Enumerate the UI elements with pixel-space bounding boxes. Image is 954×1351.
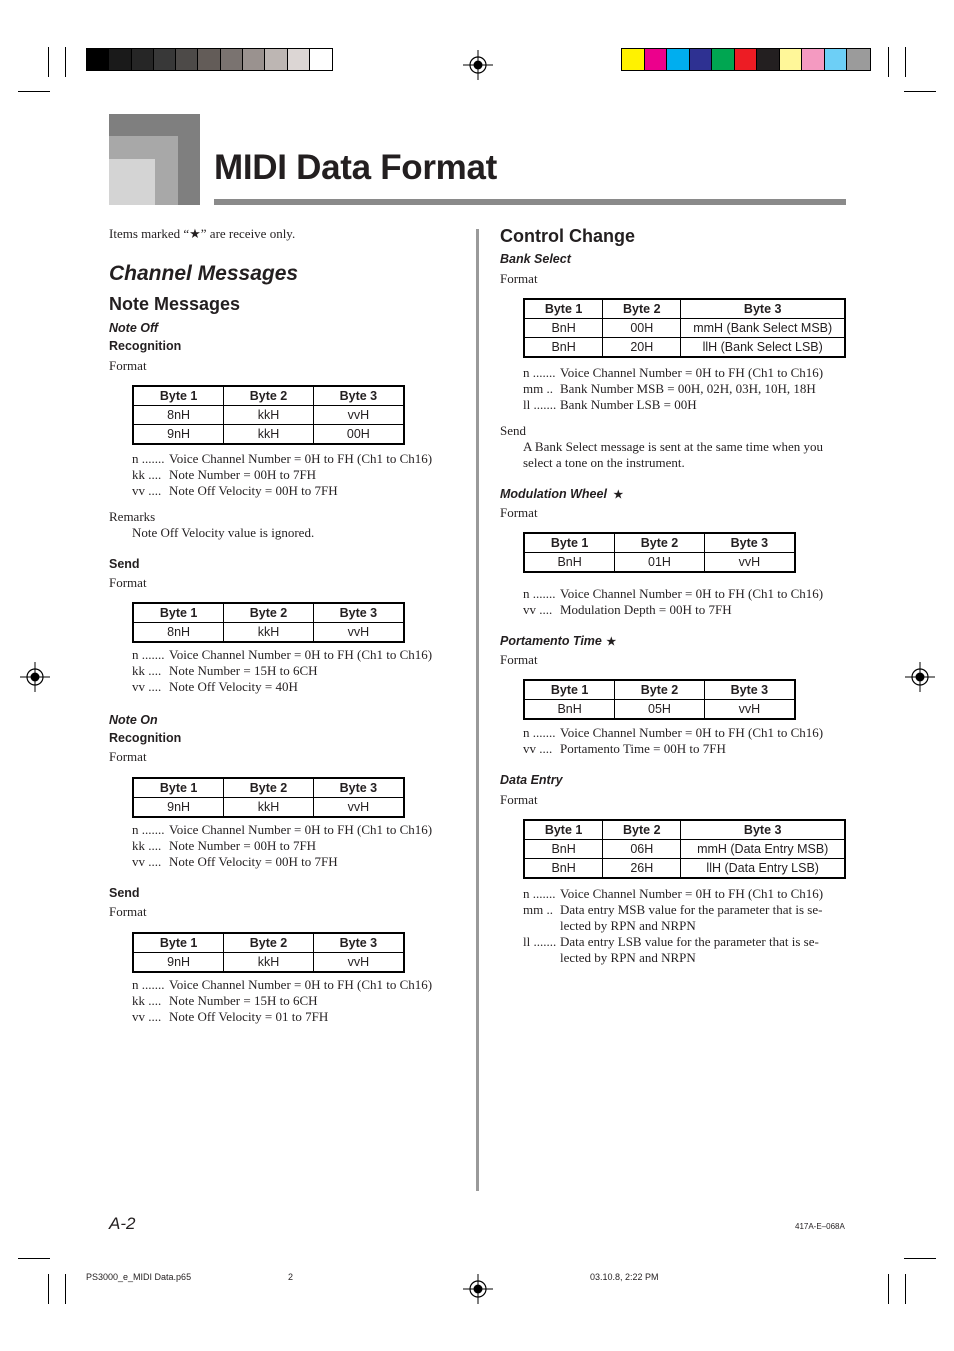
column-header: Byte 3 [313, 778, 404, 798]
color-swatch [221, 49, 243, 70]
recognition-label: Recognition [109, 731, 182, 745]
definition-key: kk .... [132, 838, 162, 853]
definition-value: Note Off Velocity = 40H [169, 679, 298, 694]
column-header: Byte 2 [615, 533, 705, 553]
format-label: Format [109, 575, 147, 590]
table-cell: mmH (Bank Select MSB) [681, 319, 845, 338]
portamento-time-title [500, 634, 616, 648]
table-cell: 06H [603, 840, 681, 859]
definition-row [523, 741, 823, 757]
definition-row [523, 950, 823, 966]
table-cell: vvH [313, 953, 404, 973]
crop-mark [48, 47, 49, 77]
definition-value: Voice Channel Number = 0H to FH (Ch1 to Ch16) [560, 725, 824, 740]
crop-mark [904, 1258, 936, 1259]
color-swatch [132, 49, 154, 70]
definition-key: vv .... [523, 741, 553, 756]
definition-value: Note Off Velocity = 01 to 7FH [169, 1009, 329, 1024]
definition-key: kk .... [132, 993, 162, 1008]
color-swatch [690, 49, 713, 70]
format-label: Format [500, 271, 538, 286]
definition-key: vv .... [132, 854, 162, 869]
bank-select-definitions [523, 365, 823, 413]
column-header: Byte 1 [524, 299, 603, 319]
color-swatch [87, 49, 109, 70]
table-cell: BnH [524, 840, 603, 859]
document-code: 417A-E–068A [795, 1222, 845, 1231]
definition-row [132, 679, 432, 695]
definition-row [132, 467, 432, 483]
definition-row [132, 647, 432, 663]
definition-value: Voice Channel Number = 0H to FH (Ch1 to Ch16) [169, 977, 433, 992]
column-header: Byte 2 [603, 299, 681, 319]
table-row [524, 700, 795, 720]
table-cell: kkH [224, 623, 314, 643]
table-cell: BnH [524, 319, 603, 338]
definition-key: ll ....... [523, 397, 557, 412]
table-header-row [133, 386, 404, 406]
definition-value: Note Off Velocity = 00H to 7FH [169, 483, 338, 498]
column-header: Byte 1 [133, 603, 224, 623]
table-header-row [133, 603, 404, 623]
definition-key: n ....... [132, 451, 165, 466]
definition-row [523, 886, 823, 902]
crop-mark [905, 47, 906, 77]
note-on-send-table [132, 932, 405, 973]
crop-mark [65, 47, 66, 77]
definition-row [132, 1009, 432, 1025]
remarks-text: Note Off Velocity value is ignored. [132, 525, 315, 540]
color-swatch [645, 49, 668, 70]
column-header: Byte 3 [313, 603, 404, 623]
crop-mark [888, 47, 889, 77]
definition-row [523, 934, 823, 950]
definition-value: Voice Channel Number = 0H to FH (Ch1 to Ch16) [169, 647, 433, 662]
portamento-time-definitions [523, 725, 823, 757]
send-label: Send [109, 557, 140, 571]
table-cell: llH (Bank Select LSB) [681, 338, 845, 358]
definition-key: ll ....... [523, 934, 557, 949]
table-cell: vvH [313, 798, 404, 818]
definition-value: lected by RPN and NRPN [560, 918, 696, 933]
table-cell: llH (Data Entry LSB) [681, 859, 845, 879]
definition-row [523, 725, 823, 741]
table-header-row [133, 778, 404, 798]
data-entry-title: Data Entry [500, 773, 563, 787]
color-swatch [154, 49, 176, 70]
color-swatch [757, 49, 780, 70]
column-header: Byte 3 [681, 299, 845, 319]
definition-row [132, 483, 432, 499]
note-off-recognition-definitions [132, 451, 432, 499]
control-change-title: Control Change [500, 226, 635, 246]
table-header-row [524, 533, 795, 553]
color-swatch [735, 49, 758, 70]
table-cell: 00H [313, 425, 404, 445]
page-title: MIDI Data Format [214, 148, 498, 187]
table-cell: 26H [603, 859, 681, 879]
definition-row [523, 902, 823, 918]
note-off-send-table [132, 602, 405, 643]
column-header: Byte 2 [224, 603, 314, 623]
crop-mark [18, 91, 50, 92]
definition-key: kk .... [132, 663, 162, 678]
note-off-recognition-table [132, 385, 405, 445]
table-cell: 9nH [133, 425, 224, 445]
modulation-wheel-table [523, 532, 796, 573]
color-swatch [243, 49, 265, 70]
table-header-row [133, 933, 404, 953]
table-cell: 20H [603, 338, 681, 358]
definition-key: kk .... [132, 467, 162, 482]
color-swatch [288, 49, 310, 70]
definition-value: Note Number = 00H to 7FH [169, 838, 317, 853]
column-header: Byte 1 [524, 533, 615, 553]
definition-row [132, 822, 432, 838]
column-header: Byte 3 [704, 680, 795, 700]
column-header: Byte 2 [224, 778, 314, 798]
color-swatch [825, 49, 848, 70]
definition-value: Note Number = 15H to 6CH [169, 993, 318, 1008]
table-row [133, 406, 404, 425]
definition-value: Note Off Velocity = 00H to 7FH [169, 854, 338, 869]
section-title: Channel Messages [109, 262, 299, 285]
note-off-send-definitions [132, 647, 432, 695]
color-swatch [109, 49, 131, 70]
table-row [133, 425, 404, 445]
note-on-recognition-table [132, 777, 405, 818]
table-row [133, 623, 404, 643]
table-row [524, 840, 845, 859]
column-header: Byte 3 [704, 533, 795, 553]
table-cell: BnH [524, 338, 603, 358]
color-swatch [198, 49, 220, 70]
crop-mark [905, 1274, 906, 1304]
portamento-time-label: Portamento Time [500, 634, 602, 648]
subsection-title: Note Messages [109, 294, 241, 314]
format-label: Format [109, 358, 147, 373]
modulation-wheel-definitions [523, 586, 823, 618]
definition-row [523, 365, 823, 381]
timestamp: 03.10.8, 2:22 PM [590, 1272, 659, 1282]
definition-row [132, 977, 432, 993]
table-cell: 8nH [133, 623, 224, 643]
definition-key: vv .... [523, 602, 553, 617]
grayscale-bar [86, 48, 333, 71]
definition-row [132, 663, 432, 679]
crop-mark [18, 1258, 50, 1259]
definition-row [132, 451, 432, 467]
definition-value: Voice Channel Number = 0H to FH (Ch1 to Ch16) [169, 451, 433, 466]
note-on-title: Note On [109, 713, 158, 727]
receive-only-star-icon: ★ [613, 489, 624, 501]
definition-key: vv .... [132, 483, 162, 498]
definition-value: Voice Channel Number = 0H to FH (Ch1 to Ch16) [169, 822, 433, 837]
table-row [133, 798, 404, 818]
table-header-row [524, 299, 845, 319]
note-off-title: Note Off [109, 321, 159, 335]
table-row [524, 338, 845, 358]
table-header-row [524, 820, 845, 840]
definition-value: Portamento Time = 00H to 7FH [560, 741, 726, 756]
registration-mark-icon [463, 1274, 493, 1304]
table-header-row [524, 680, 795, 700]
column-header: Byte 1 [133, 386, 224, 406]
color-swatch [176, 49, 198, 70]
registration-mark-icon [463, 50, 493, 80]
table-cell: kkH [224, 406, 314, 425]
table-row [524, 553, 795, 573]
definition-key: n ....... [132, 647, 165, 662]
receive-only-note: Items marked “★” are receive only. [109, 226, 296, 241]
bank-select-title: Bank Select [500, 252, 571, 266]
crop-mark [904, 91, 936, 92]
definition-value: Note Number = 15H to 6CH [169, 663, 318, 678]
table-cell: kkH [224, 953, 314, 973]
color-swatch [622, 49, 645, 70]
definition-key: vv .... [132, 1009, 162, 1024]
table-cell: 9nH [133, 953, 224, 973]
bank-select-send-text: A Bank Select message is sent at the same time when you [523, 439, 824, 454]
bank-select-table [523, 298, 846, 358]
bank-select-send-text: select a tone on the instrument. [523, 455, 685, 470]
table-row [524, 859, 845, 879]
definition-value: Data entry LSB value for the parameter that is se- [560, 934, 819, 949]
table-cell: BnH [524, 553, 615, 573]
definition-value: Voice Channel Number = 0H to FH (Ch1 to Ch16) [560, 586, 824, 601]
crop-mark [65, 1274, 66, 1304]
definition-value: Modulation Depth = 00H to 7FH [560, 602, 732, 617]
registration-mark-icon [905, 662, 935, 692]
definition-key: n ....... [132, 977, 165, 992]
file-page: 2 [288, 1272, 294, 1282]
table-cell: vvH [313, 406, 404, 425]
color-swatch [712, 49, 735, 70]
format-label: Format [500, 652, 538, 667]
definition-key: n ....... [523, 725, 556, 740]
color-swatch [667, 49, 690, 70]
crop-mark [48, 1274, 49, 1304]
color-swatch [310, 49, 332, 70]
column-header: Byte 2 [224, 386, 314, 406]
table-row [133, 953, 404, 973]
data-entry-table [523, 819, 846, 879]
table-cell: kkH [224, 425, 314, 445]
column-header: Byte 1 [133, 778, 224, 798]
color-swatch [847, 49, 870, 70]
definition-value: Bank Number LSB = 00H [560, 397, 697, 412]
color-swatch [265, 49, 287, 70]
title-rule [214, 199, 846, 205]
definition-key: n ....... [523, 886, 556, 901]
table-cell: vvH [704, 700, 795, 720]
column-header: Byte 1 [133, 933, 224, 953]
table-cell: 01H [615, 553, 705, 573]
definition-value: lected by RPN and NRPN [560, 950, 696, 965]
column-header: Byte 3 [681, 820, 845, 840]
definition-row [132, 854, 432, 870]
column-header: Byte 2 [615, 680, 705, 700]
format-label: Format [500, 505, 538, 520]
file-name: PS3000_e_MIDI Data.p65 [86, 1272, 192, 1282]
definition-row [523, 586, 823, 602]
definition-value: Note Number = 00H to 7FH [169, 467, 317, 482]
definition-key: vv .... [132, 679, 162, 694]
definition-key: mm .. [523, 381, 553, 396]
send-label: Send [500, 423, 526, 438]
format-label: Format [500, 792, 538, 807]
table-cell: BnH [524, 700, 615, 720]
table-cell: 8nH [133, 406, 224, 425]
table-cell: 00H [603, 319, 681, 338]
note-on-send-definitions [132, 977, 432, 1025]
definition-row [523, 397, 823, 413]
color-swatch [802, 49, 825, 70]
table-row [524, 319, 845, 338]
definition-key: n ....... [523, 586, 556, 601]
definition-row [523, 918, 823, 934]
receive-only-star-icon: ★ [606, 636, 617, 648]
column-header: Byte 1 [524, 820, 603, 840]
column-header: Byte 3 [313, 386, 404, 406]
column-header: Byte 2 [603, 820, 681, 840]
column-header: Byte 1 [524, 680, 615, 700]
column-divider [476, 229, 479, 1191]
remarks-label: Remarks [109, 509, 156, 524]
table-cell: vvH [313, 623, 404, 643]
modulation-wheel-title [500, 487, 623, 501]
table-cell: kkH [224, 798, 314, 818]
definition-key: n ....... [132, 822, 165, 837]
table-cell: mmH (Data Entry MSB) [681, 840, 845, 859]
color-bar [621, 48, 871, 71]
column-header: Byte 3 [313, 933, 404, 953]
color-swatch [780, 49, 803, 70]
table-cell: 9nH [133, 798, 224, 818]
table-cell: vvH [704, 553, 795, 573]
modulation-wheel-label: Modulation Wheel [500, 487, 607, 501]
column-header: Byte 2 [224, 933, 314, 953]
definition-value: Bank Number MSB = 00H, 02H, 03H, 10H, 18H [560, 381, 816, 396]
definition-row [132, 838, 432, 854]
format-label: Format [109, 904, 147, 919]
definition-value: Voice Channel Number = 0H to FH (Ch1 to Ch16) [560, 886, 824, 901]
send-label: Send [109, 886, 140, 900]
portamento-time-table [523, 679, 796, 720]
recognition-label: Recognition [109, 339, 182, 353]
table-cell: BnH [524, 859, 603, 879]
crop-mark [888, 1274, 889, 1304]
note-on-recognition-definitions [132, 822, 432, 870]
definition-key: mm .. [523, 902, 553, 917]
definition-value: Data entry MSB value for the parameter that is se- [560, 902, 823, 917]
definition-value: Voice Channel Number = 0H to FH (Ch1 to Ch16) [560, 365, 824, 380]
format-label: Format [109, 749, 147, 764]
definition-row [132, 993, 432, 1009]
registration-mark-icon [20, 662, 50, 692]
data-entry-definitions [523, 886, 823, 966]
definition-key: n ....... [523, 365, 556, 380]
header-graphic [109, 114, 200, 205]
table-cell: 05H [615, 700, 705, 720]
page-number: A-2 [109, 1214, 136, 1233]
definition-row [523, 381, 823, 397]
definition-row [523, 602, 823, 618]
